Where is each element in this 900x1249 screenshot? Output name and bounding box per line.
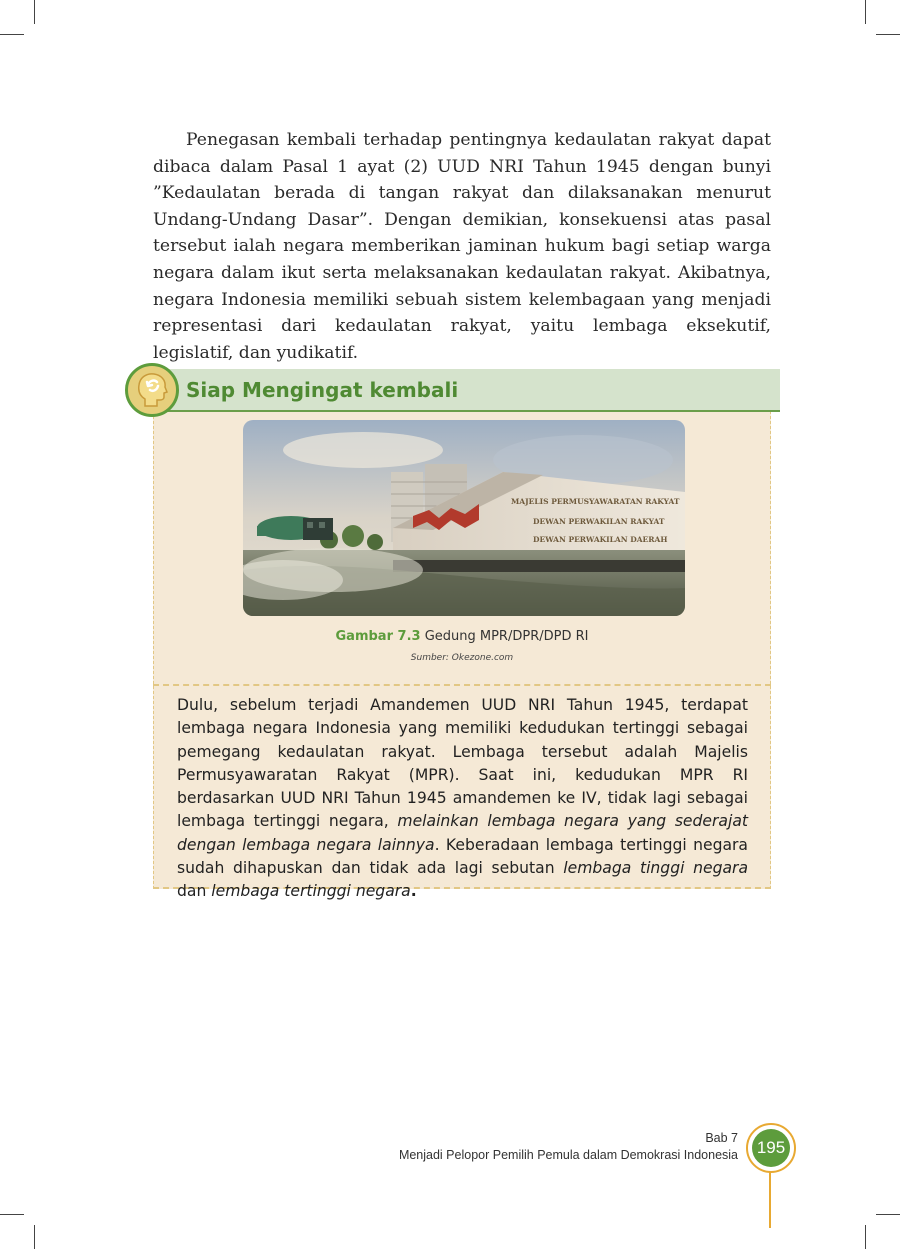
text-italic: lembaga tertinggi negara xyxy=(211,882,411,901)
text-part: . xyxy=(410,882,417,901)
figure-caption xyxy=(153,628,771,646)
reminder-box-text xyxy=(177,694,748,904)
figure-caption-text: Gedung MPR/DPR/DPD RI xyxy=(420,629,589,644)
crop-mark xyxy=(34,0,35,24)
body-paragraph: Penegasan kembali terhadap pentingnya kedaulatan rakyat dapat dibaca dalam Pasal 1 ayat (2) UUD NRI Tahun 1945 dengan bunyi ”Kedaulatan berada di tangan rakyat dan dilaksanakan menurut Undang-Undang Dasar”. Dengan demikian, konsekuensi atas pasal tersebut ialah negara memberikan jaminan hukum bagi setiap warga negara dalam ikut serta melaksanakan kedaulatan rakyat. Akibatnya, negara Indonesia memiliki sebuah sistem kelembagaan yang menjadi representasi dari kedaulatan rakyat, yaitu lembaga eksekutif, legislatif, dan yudikatif. xyxy=(153,130,771,363)
sign-line-3: DEWAN PERWAKILAN DAERAH xyxy=(533,535,668,544)
page-number: 195 xyxy=(752,1129,790,1167)
sign-line-2: DEWAN PERWAKILAN RAKYAT xyxy=(533,517,665,526)
footer-title: Menjadi Pelopor Pemilih Pemula dalam Demokrasi Indonesia xyxy=(398,1148,738,1162)
footer-chapter: Bab 7 xyxy=(705,1131,738,1145)
head-recall-icon xyxy=(125,363,179,417)
crop-mark xyxy=(0,34,24,35)
reminder-box-title: Siap Mengingat kembali xyxy=(186,378,459,402)
crop-mark xyxy=(876,34,900,35)
text-part: Dulu, sebelum terjadi Amandemen UUD NRI Tahun 1945, terdapat lembaga negara Indonesia yang memiliki kedudukan tertinggi sebagai pemegang kedaulatan rakyat. Lembaga tersebut adalah Majelis Permusyawaratan Rakyat (MPR). Saat ini, kedudukan MPR RI berdasarkan UUD NRI Tahun 1945 amandemen ke IV, tidak lagi sebagai lembaga tertinggi negara, xyxy=(177,696,748,831)
crop-mark xyxy=(865,0,866,24)
dashed-divider xyxy=(153,684,771,686)
text-italic: melainkan lembaga negara yang sederajat dengan lembaga negara lainnya xyxy=(177,812,748,854)
figure-source: Sumber: Okezone.com xyxy=(410,653,514,663)
crop-mark xyxy=(865,1225,866,1249)
page-number-badge xyxy=(746,1123,796,1173)
crop-mark xyxy=(876,1214,900,1215)
parliament-building-photo xyxy=(243,420,685,616)
crop-mark xyxy=(34,1225,35,1249)
sign-line-1: MAJELIS PERMUSYAWARATAN RAKYAT xyxy=(511,497,680,506)
text-part: . Keberadaan lembaga tertinggi negara sudah dihapuskan dan tidak ada lagi sebutan xyxy=(177,835,748,878)
figure-label: Gambar 7.3 xyxy=(335,629,421,644)
crop-mark xyxy=(0,1214,24,1215)
footer-accent-line xyxy=(769,1171,771,1228)
text-part: dan xyxy=(177,882,212,901)
text-italic: lembaga tinggi negara xyxy=(563,859,749,878)
